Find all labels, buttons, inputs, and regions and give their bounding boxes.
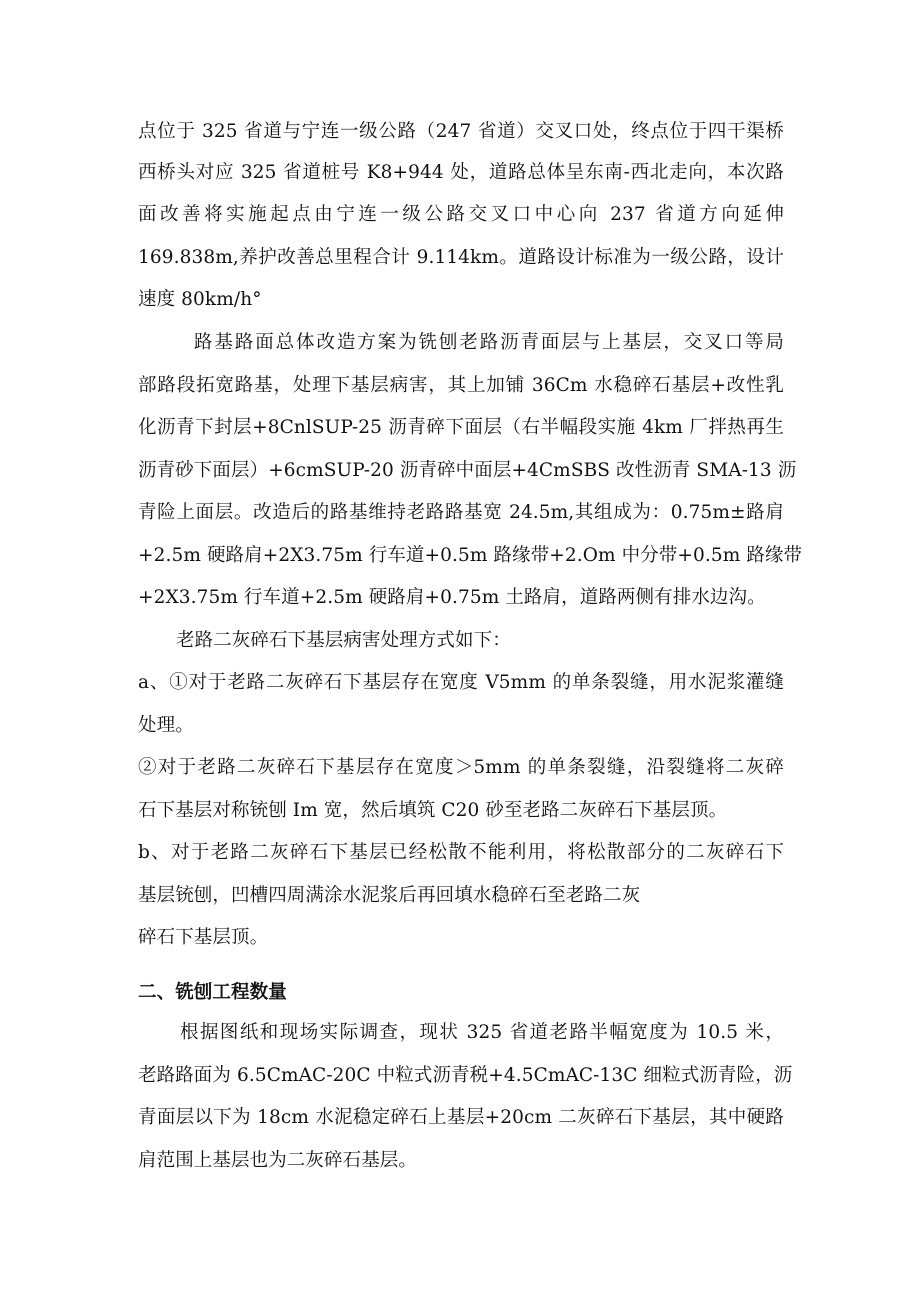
paragraph-line: 根据图纸和现场实际调查，现状 325 省道老路半幅宽度为 10.5 米，	[180, 1022, 784, 1043]
paragraph-line: +2.5m 硬路肩+2X3.75m 行车道+0.5m 路缘带+2.Om 中分带+0.5m 路缘带	[138, 545, 803, 566]
paragraph-line: 碎石下基层顶。	[138, 927, 269, 948]
paragraph-line: 速度 80km/h°	[138, 289, 262, 310]
paragraph-line: 西桥头对应 325 省道桩号 K8+944 处，道路总体呈东南-西北走向，本次路	[138, 162, 784, 183]
paragraph-line: 点位于 325 省道与宁连一级公路（247 省道）交叉口处，终点位于四干渠桥	[138, 121, 784, 142]
paragraph-line: 石下基层对称铳刨 Im 宽，然后填筑 C20 砂至老路二灰碎石下基层顶。	[138, 800, 728, 821]
paragraph-line: 青险上面层。改造后的路基维持老路路基宽 24.5m,其组成为：0.75m±路肩	[138, 502, 784, 523]
paragraph-line: 老路路面为 6.5CmAC-20C 中粒式沥青税+4.5CmAC-13C 细粒式沥青险，沥	[138, 1065, 793, 1086]
paragraph-line: ②对于老路二灰碎石下基层存在宽度＞5mm 的单条裂缝，沿裂缝将二灰碎	[138, 757, 784, 778]
paragraph-line: 处理。	[138, 715, 194, 736]
paragraph-line: a、①对于老路二灰碎石下基层存在宽度 V5mm 的单条裂缝，用水泥浆灌缝	[138, 672, 784, 693]
paragraph-line: 沥青砂下面层）+6cmSUP-20 沥青碎中面层+4CmSBS 改性沥青 SMA-13 沥	[138, 460, 797, 481]
paragraph-line: 青面层以下为 18cm 水泥稳定碎石上基层+20cm 二灰碎石下基层，其中硬路	[138, 1107, 784, 1128]
paragraph-line: 基层铳刨，凹槽四周满涂水泥浆后再回填水稳碎石至老路二灰	[138, 885, 641, 906]
paragraph-line: +2X3.75m 行车道+2.5m 硬路肩+0.75m 土路肩，道路两侧有排水边沟。	[138, 587, 766, 608]
paragraph-line: 老路二灰碎石下基层病害处理方式如下：	[176, 630, 511, 651]
paragraph-line: 部路段拓宽路基，处理下基层病害，其上加铺 36Cm 水稳碎石基层+改性乳	[138, 375, 784, 396]
paragraph-line: 路基路面总体改造方案为铣刨老路沥青面层与上基层，交叉口等局	[194, 332, 784, 353]
paragraph-line: 面改善将实施起点由宁连一级公路交叉口中心向 237 省道方向延伸	[138, 204, 784, 225]
paragraph-line: 169.838m,养护改善总里程合计 9.114km。道路设计标准为一级公路，设计	[138, 247, 784, 268]
paragraph-line: 化沥青下封层+8CnlSUP-25 沥青碎下面层（右半幅段实施 4km 厂拌热再生	[138, 417, 784, 438]
paragraph-line: b、对于老路二灰碎石下基层已经松散不能利用，将松散部分的二灰碎石下	[138, 842, 784, 863]
paragraph-line: 肩范围上基层也为二灰碎石基层。	[138, 1150, 418, 1171]
section-heading: 二、铣刨工程数量	[138, 982, 287, 1003]
